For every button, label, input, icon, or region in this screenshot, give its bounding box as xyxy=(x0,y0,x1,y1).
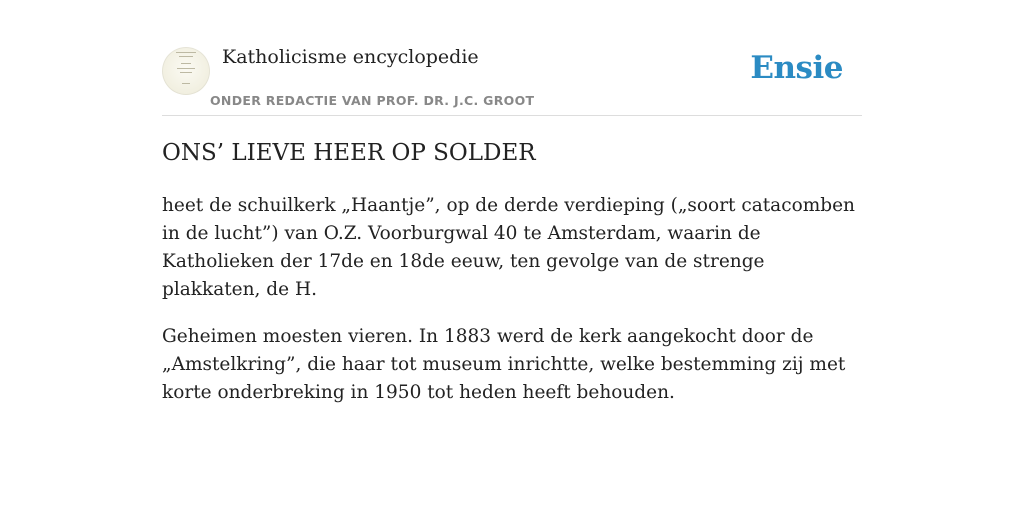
ensie-logo[interactable]: Ensie xyxy=(750,50,843,86)
page xyxy=(162,0,862,403)
book-title-link[interactable]: Katholicisme encyclopedie xyxy=(222,46,479,68)
editor-credit: ONDER REDACTIE VAN PROF. DR. J.C. GROOT xyxy=(210,93,535,108)
entry-paragraph: Geheimen moesten vieren. In 1883 werd de kerk aangekocht door de „Amstelkring”, die haar tot museum inrichtte, welke bestemming zij met korte onderbreking in 1950 tot heden heeft behouden. xyxy=(162,326,846,403)
entry-body xyxy=(162,192,862,426)
entry-title: ONS’ LIEVE HEER OP SOLDER xyxy=(162,140,536,166)
header xyxy=(162,0,862,116)
entry-paragraph: heet de schuilkerk „Haantje”, op de derde verdieping („soort catacomben in de lucht”) van O.Z. Voorburgwal 40 te Amsterdam, waarin de Katholieken der 17de en 18de eeuw, ten gevolge van de strenge plakkaten, de H. xyxy=(162,195,855,300)
book-cover-thumbnail[interactable] xyxy=(162,47,210,95)
